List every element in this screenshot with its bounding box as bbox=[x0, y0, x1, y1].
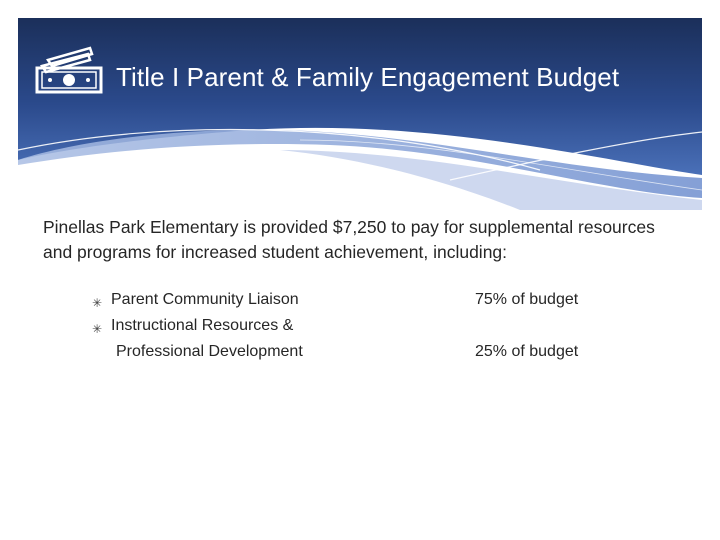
item-label-instructional-line2: Professional Development bbox=[116, 343, 303, 360]
item-label-parent-liaison: Parent Community Liaison bbox=[111, 291, 299, 308]
slide-title: Title I Parent & Family Engagement Budget bbox=[116, 62, 620, 92]
header-waves bbox=[0, 0, 720, 210]
bullet-icon: ✳ bbox=[92, 322, 103, 336]
item-label-instructional-line1: Instructional Resources & bbox=[111, 317, 294, 334]
money-bills-icon bbox=[32, 42, 104, 98]
item-amount-parent-liaison: 75% of budget bbox=[475, 291, 579, 308]
item-amount-instructional: 25% of budget bbox=[475, 343, 579, 360]
intro-paragraph: Pinellas Park Elementary is provided $7,250 to pay for supplemental resources and programs for increased student achievement, including: bbox=[43, 217, 655, 262]
bullet-icon: ✳ bbox=[92, 296, 103, 310]
header-banner bbox=[0, 0, 720, 210]
